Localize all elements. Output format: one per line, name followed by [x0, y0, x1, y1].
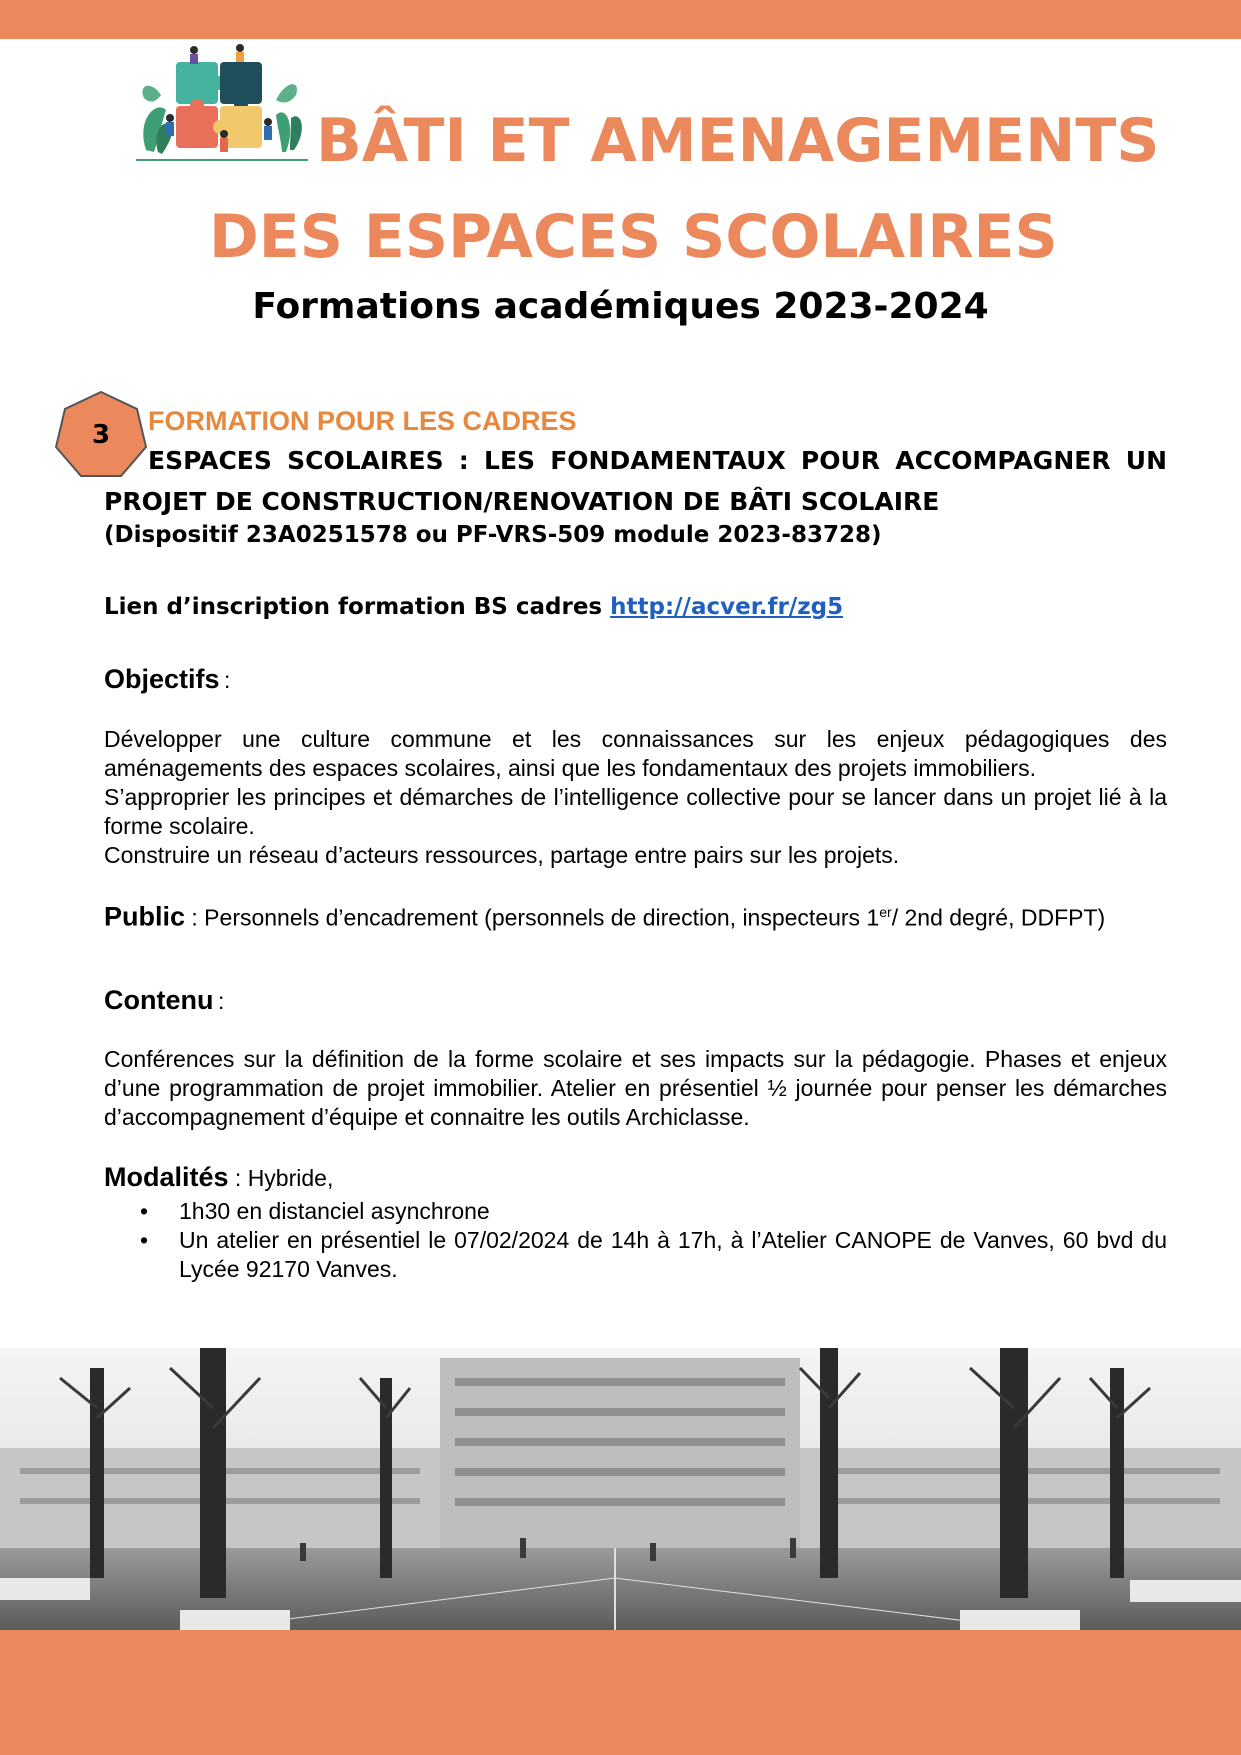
objectifs-colon: :: [223, 667, 231, 693]
modalites-list: [104, 1197, 1167, 1284]
badge-number: 3: [91, 420, 111, 450]
modalites-value: : Hybride,: [234, 1165, 334, 1191]
list-item-text: 1h30 en distanciel asynchrone: [179, 1198, 490, 1224]
course-title: ESPACES SCOLAIRES : LES FONDAMENTAUX POUR ACCOMPAGNER UN PROJET DE CONSTRUCTION/RENOVATION DE BÂTI SCOLAIRE: [104, 446, 1167, 516]
school-building-photo-icon: [0, 1348, 1241, 1630]
objectif-line: Développer une culture commune et les connaissances sur les enjeux pédagogiques des aménagements des espaces scolaires, ainsi que les fondamentaux des projets immobiliers.: [104, 726, 1167, 781]
registration-line: [104, 594, 843, 620]
public-heading: Public: [104, 901, 186, 932]
list-item: [104, 1197, 1167, 1226]
registration-label: Lien d’inscription formation BS cadres: [104, 594, 603, 620]
registration-link[interactable]: http://acver.fr/zg5: [610, 594, 844, 620]
puzzle-team-illustration-icon: [136, 40, 308, 164]
objectifs-body: [104, 725, 1167, 870]
page-subtitle: Formations académiques 2023-2024: [252, 286, 989, 327]
modalites-heading: Modalités: [104, 1162, 229, 1192]
public-text-before: : Personnels d’encadrement (personnels de direction, inspecteurs 1: [191, 904, 880, 931]
modalites-heading-line: [104, 1162, 333, 1193]
objectif-line: Construire un réseau d’acteurs ressources, partage entre pairs sur les projets.: [104, 842, 900, 868]
list-item-text: Un atelier en présentiel le 07/02/2024 de 14h à 17h, à l’Atelier CANOPE de Vanves, 60 bvd du Lycée 92170 Vanves.: [179, 1227, 1167, 1282]
contenu-colon: :: [217, 988, 225, 1014]
bullet-dot-icon: •: [140, 1227, 149, 1253]
list-item: [104, 1226, 1167, 1284]
objectifs-heading: Objectifs: [104, 664, 220, 694]
objectif-line: S’approprier les principes et démarches de l’intelligence collective pour se lancer dans un projet lié à la forme scolaire.: [104, 784, 1167, 839]
course-dispositif: (Dispositif 23A0251578 ou PF-VRS-509 module 2023-83728): [104, 522, 882, 548]
objectifs-heading-line: [104, 664, 230, 695]
public-text-after: / 2nd degré, DDFPT): [891, 904, 1106, 931]
public-section: [104, 898, 1167, 933]
contenu-heading: Contenu: [104, 985, 214, 1015]
bullet-dot-icon: •: [140, 1198, 149, 1224]
bottom-band: [0, 1630, 1241, 1755]
title-line-2: DES ESPACES SCOLAIRES: [209, 202, 1058, 272]
contenu-body: Conférences sur la définition de la forme scolaire et ses impacts sur la pédagogie. Phases et enjeux d’une programmation de projet immobilier. Atelier en présentiel ½ journée pour penser les démarches d’accompagnement d’équipe et connaitre les outils Archiclasse.: [104, 1046, 1167, 1130]
title-line-1: BÂTI ET AMENAGEMENTS: [316, 106, 1160, 176]
top-band: [0, 0, 1241, 39]
public-sup: er: [879, 904, 892, 920]
course-kicker: FORMATION POUR LES CADRES: [148, 406, 577, 436]
contenu-heading-line: [104, 985, 224, 1016]
